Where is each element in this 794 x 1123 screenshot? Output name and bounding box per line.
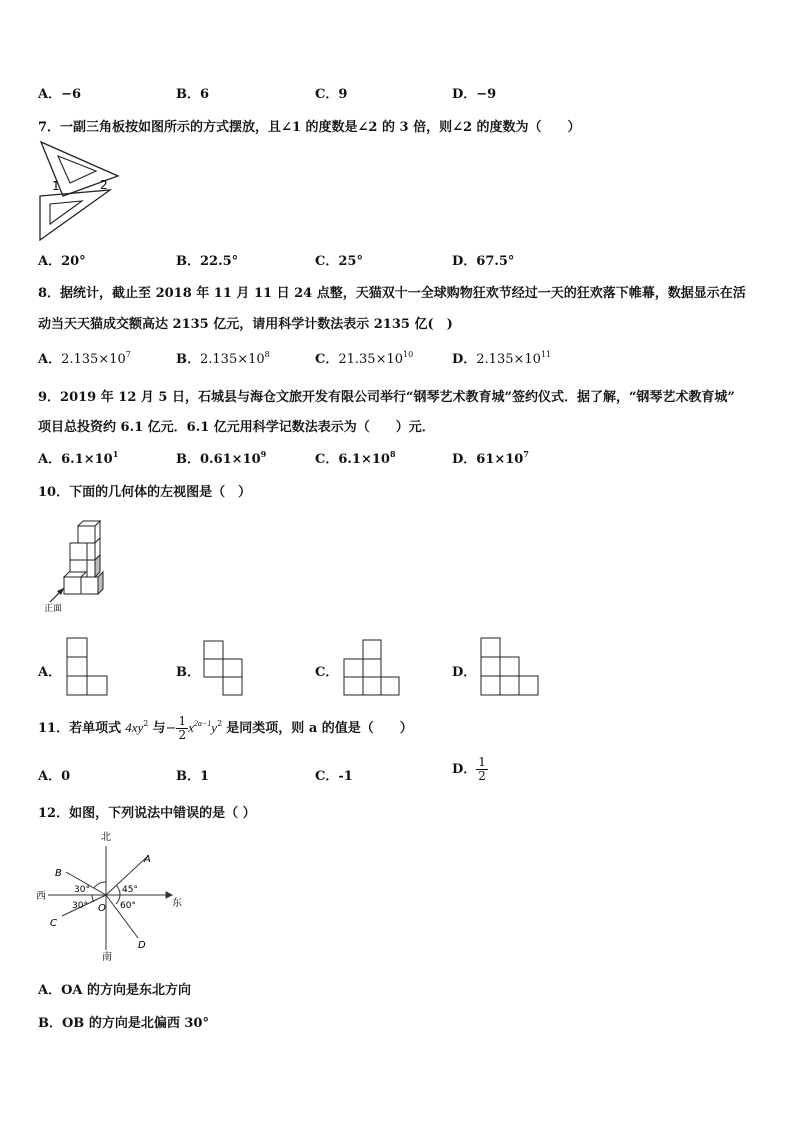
q7-stem: 7．一副三角板按如图所示的方式摆放，且∠1 的度数是∠2 的 3 倍，则∠2 的度数为（ ） bbox=[38, 120, 581, 135]
q10-option-c-figure bbox=[343, 639, 401, 697]
q10-solid-figure bbox=[42, 518, 110, 614]
q12-angle-30-upper: 30° bbox=[74, 885, 90, 895]
q9-option-b: B．$0.61\times 10^9$ bbox=[176, 449, 267, 467]
q12-east-label: 东 bbox=[172, 898, 182, 909]
q12-option-b: B．OB 的方向是北偏西 30° bbox=[38, 1016, 209, 1031]
q6-option-d: D．−9 bbox=[452, 87, 497, 102]
q8-option-d: D．$2.135\times 10^{11}$ bbox=[452, 350, 552, 367]
q12-point-a: A bbox=[144, 854, 151, 865]
q12-stem: 12．如图，下列说法中错误的是（ ） bbox=[38, 806, 256, 821]
q11-option-d: D． $\frac{1}{2}$ bbox=[452, 755, 486, 783]
q10-option-c-label: C． bbox=[315, 665, 339, 680]
q8-stem-line1: 8．据统计，截止至 2018 年 11 月 11 日 24 点整，天猫双十一全球购物狂欢节经过一天的狂欢落下帷幕，数据显示在活 bbox=[38, 286, 746, 301]
q12-option-a: A．OA 的方向是东北方向 bbox=[38, 983, 192, 998]
q7-angle-1-label: 1 bbox=[52, 179, 60, 193]
q12-point-c: C bbox=[50, 918, 57, 929]
q10-front-label: 正面 bbox=[44, 604, 63, 614]
q8-option-b: B．$2.135\times 10^8$ bbox=[176, 350, 270, 367]
q10-option-b-figure bbox=[203, 640, 243, 696]
q10-option-d-figure bbox=[480, 637, 540, 697]
q12-south-label: 南 bbox=[102, 952, 112, 963]
q7-option-d: D．67.5° bbox=[452, 254, 515, 269]
q10-option-a-label: A． bbox=[38, 665, 62, 680]
q7-angle-2-label: 2 bbox=[100, 178, 108, 192]
q6-option-a: A．−6 bbox=[38, 87, 82, 102]
q12-point-d: D bbox=[138, 940, 146, 951]
q11-option-a: A．0 bbox=[38, 769, 71, 784]
q10-option-d-label: D． bbox=[452, 665, 477, 680]
q9-option-d: D．$61\times 10^7$ bbox=[452, 449, 529, 467]
q10-option-b-label: B． bbox=[176, 665, 200, 680]
q12-angle-45: 45° bbox=[122, 885, 138, 895]
q12-center-o: O bbox=[98, 903, 106, 914]
q6-option-c: C．9 bbox=[315, 87, 348, 102]
q7-option-b: B．22.5° bbox=[176, 254, 239, 269]
q12-north-label: 北 bbox=[101, 832, 111, 843]
q10-stem: 10．下面的几何体的左视图是（ ） bbox=[38, 485, 252, 500]
q11-option-b: B．1 bbox=[176, 769, 210, 784]
q8-stem-line2: 动当天天猫成交额高达 2135 亿元，请用科学计数法表示 2135 亿( ) bbox=[38, 317, 453, 332]
q9-option-a: A．$6.1\times 10^1$ bbox=[38, 449, 119, 467]
q12-angle-60: 60° bbox=[120, 901, 136, 911]
q9-stem-line2: 项目总投资约 6.1 亿元．6.1 亿元用科学记数法表示为（ ）元． bbox=[38, 420, 435, 435]
q12-west-label: 西 bbox=[36, 891, 46, 902]
q11-option-c: C．-1 bbox=[315, 769, 353, 784]
q12-point-b: B bbox=[55, 868, 62, 879]
q8-option-a: A．$2.135\times 10^7$ bbox=[38, 350, 131, 367]
q9-stem-line1: 9．2019 年 12 月 5 日，石城县与海仓文旅开发有限公司举行“钢琴艺术教育城”签约仪式．据了解，“钢琴艺术教育城” bbox=[38, 390, 735, 405]
q7-option-c: C．25° bbox=[315, 254, 363, 269]
q11-stem: 11．若单项式 $4xy^2$ 与− $\frac{1}{2}$ $x^{2a-1}y^2$ 是同类项，则 a 的值是（ ） bbox=[38, 714, 413, 742]
q10-option-a-figure bbox=[66, 637, 108, 697]
q12-angle-30-lower: 30° bbox=[72, 901, 88, 911]
q8-option-c: C．$21.35\times 10^{10}$ bbox=[315, 350, 414, 367]
q10-cubes bbox=[64, 521, 103, 594]
q7-triangle-top-inner bbox=[58, 156, 96, 183]
q11-fraction: $\frac{1}{2}$ bbox=[178, 714, 187, 742]
q12-compass-figure bbox=[36, 828, 186, 963]
q7-option-a: A．20° bbox=[38, 254, 86, 269]
q9-option-c: C．$6.1\times 10^8$ bbox=[315, 449, 396, 467]
q7-triangle-bottom-inner bbox=[50, 201, 82, 224]
q7-triangles-figure bbox=[38, 138, 122, 244]
q6-option-b: B．6 bbox=[176, 87, 210, 102]
